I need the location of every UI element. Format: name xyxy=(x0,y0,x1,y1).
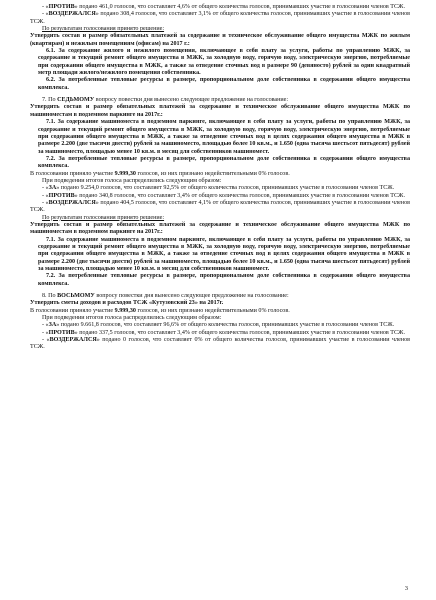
text-run: » подано 340,8 голосов, что составляет 3,4% от общего количества голосов, принимавших участие в голосовании членов ТСЖ. xyxy=(74,192,406,199)
text-run: » подано 461,0 голосов, что составляет 4,6% от общего количества голосов, принимавших участие в голосовании членов ТСЖ. xyxy=(74,4,406,10)
text-run: - « xyxy=(42,4,49,10)
text-run: 7.1. За содержание машиноместа в подземном паркинге, включающее в себя плату за услуги, работы по управлению МЖК, за содержание и текущий ремонт общего имущества в МЖК, за холодную воду, горячую воду, электрическую энергию, потребляемые при содержании общего имущества в МЖК, а также за отведение сточных вод в целях содержания общего имущества в МЖК в размере 2.200 (две тысячи двести) рублей за машиноместо, площадью более 10 кв.м., и 1.650 (одна тысяча шестьсот пятьдесят) рублей за машиноместо, площадью менее 10 кв.м. в месяц для собственников машиномест. xyxy=(38,236,410,273)
paragraph xyxy=(30,193,410,200)
text-run: » подано 9.661,8 голосов, что составляет 96,6% от общего количества голосов, принимавших участие в голосовании членов ТСЖ. xyxy=(56,322,395,329)
text-run: 7.2. За потребленные тепловые ресурсы в размере, пропорциональном доле собственника в содержании общего имущества комплекса. xyxy=(38,155,410,170)
text-run: - « xyxy=(42,185,49,192)
text-run: 6.1. За содержание жилого и нежилого помещения, включающее в себя плату за услуги, работы по управлению МЖК, за содержание и текущий ремонт общего имущества в МЖК, за холодную воду, горячую воду, электрическую энергию, потребляемые при содержании общего имущества в МЖК, а также за отведение сточных вод в размере 90 (девяносто) рублей за один квадратный метр площади жилого/нежилого помещения собственника. xyxy=(38,48,410,77)
text-run: 8. По xyxy=(42,293,58,300)
paragraph xyxy=(30,185,410,192)
text-run: В голосовании приняло участие xyxy=(30,170,115,177)
text-run: - « xyxy=(42,11,49,18)
paragraph xyxy=(30,222,410,237)
text-run: голосов, из них признано недействительными 0% голосов. xyxy=(135,170,290,177)
text-run: 7.2. За потребленные тепловые ресурсы в размере, пропорциональном доле собственника в содержании общего имущества комплекса. xyxy=(38,273,410,287)
paragraph xyxy=(30,200,410,215)
paragraph xyxy=(30,237,410,274)
paragraph xyxy=(30,11,410,26)
text-run: » подано 0 голосов, что составляет 0% от общего количества голосов, принимавших участие в голосовании членов ТСЖ. xyxy=(30,337,410,351)
text-run: » подано 404,5 голосов, что составляет 4,1% от общего количества голосов, принимавших участие в голосовании членов ТСЖ. xyxy=(30,199,410,214)
text-run: вопросу повестки дня вынесено следующее предложение на голосование: xyxy=(94,293,289,300)
text-run: Утвердить состав и размер обязательных платежей за содержание и техническое обслуживание общего имущества МЖК по машиноместам в подземном паркинге на 2017г.: xyxy=(30,104,410,118)
text-run: » подано 308,4 голосов, что составляет 3,1% от общего количества голосов, принимавших участие в голосовании членов ТСЖ. xyxy=(30,11,410,25)
text-run: - « xyxy=(42,337,50,344)
text-run: В голосовании приняло участие xyxy=(30,307,115,314)
paragraph xyxy=(30,300,410,307)
text-run: СЕДЬМОМУ xyxy=(57,97,95,104)
paragraph xyxy=(30,308,410,315)
text-run: - « xyxy=(42,322,49,329)
paragraph xyxy=(30,48,410,77)
text-run: ПРОТИВ xyxy=(48,4,75,10)
text-run: По результатам голосования принято решение: xyxy=(42,26,165,33)
text-run: ВОЗДЕРЖАЛСЯ xyxy=(48,199,96,206)
text-run: ПРОТИВ xyxy=(48,192,75,199)
text-run: 7.1. За содержание машиноместа в подземном паркинге, включающее в себя плату за услуги, работы по управлению МЖК, за содержание и текущий ремонт общего имущества в МЖК, за холодную воду, горячую воду, электрическую энергию, потребляемые при содержании общего имущества в МЖК, а также за отведение сточных вод в целях содержания общего имущества в МЖК в размере 2.200 (две тысячи двести) рублей за машиноместо, площадью более 10 кв.м., и 1.650 (одна тысяча шестьсот пятьдесят) рублей за машиноместо, площадью менее 10 кв.м. в месяц для собственников машиномест. xyxy=(38,119,410,155)
paragraph xyxy=(30,33,410,48)
paragraph xyxy=(30,156,410,171)
text-run: По результатам голосования принято решение: xyxy=(42,214,165,221)
text-run: При подведении итогов голоса распределились следующим образом: xyxy=(42,177,222,184)
text-run: 7. По xyxy=(42,97,58,104)
paragraph xyxy=(30,337,410,352)
paragraph xyxy=(30,77,410,92)
paragraph xyxy=(30,171,410,178)
text-run: Утвердить состав и размер обязательных платежей за содержание и техническое обслуживание общего имущества МЖК по машиноместам в подземном паркинге на 2017г.: xyxy=(30,221,410,236)
document-body xyxy=(30,4,410,352)
text-run: ЗА xyxy=(48,185,57,192)
text-run: ВОЗДЕРЖАЛСЯ xyxy=(48,11,96,18)
text-run: - « xyxy=(42,329,49,336)
text-run: 9.999,30 xyxy=(114,170,136,177)
text-run: » подано 9.254,0 голосов, что составляет 92,5% от общего количества голосов, принимавших участие в голосовании членов ТСЖ. xyxy=(56,185,395,192)
text-run: 9.999,30 xyxy=(114,307,136,314)
text-run: голосов, из них признано недействительными 0% голосов. xyxy=(135,307,290,314)
text-run: ВОЗДЕРЖАЛСЯ xyxy=(49,337,97,344)
paragraph xyxy=(30,273,410,288)
paragraph xyxy=(30,104,410,119)
page-number: 3 xyxy=(404,585,408,592)
paragraph xyxy=(30,119,410,156)
text-run: ВОСЬМОМУ xyxy=(57,293,95,300)
text-run: » подано 337,5 голосов, что составляет 3,4% от общего количества голосов, принимавших участие в голосовании членов ТСЖ. xyxy=(74,329,406,336)
text-run: - « xyxy=(42,199,49,206)
text-run: Утвердить сметы доходов и расходов ТСЖ «Кутузовский 23» на 2017г. xyxy=(30,300,224,307)
text-run: 6.2. За потребленные тепловые ресурсы в размере, пропорциональном доле собственника в содержании общего имущества комплекса. xyxy=(38,77,410,91)
paragraph xyxy=(30,322,410,329)
text-run: ПРОТИВ xyxy=(48,329,75,336)
paragraph xyxy=(30,215,410,222)
text-run: При подведении итогов голоса распределились следующим образом: xyxy=(42,315,222,322)
text-run: Утвердить состав и размер обязательных платежей за содержание и техническое обслуживание общего имущества МЖК по жилым (квартирам) и нежилым помещениям (офисам) на 2017 г.: xyxy=(30,33,410,47)
text-run: - « xyxy=(42,192,49,199)
text-run: ЗА xyxy=(48,322,57,329)
text-run: вопросу повестки дня вынесено следующее предложение на голосование: xyxy=(94,97,289,104)
